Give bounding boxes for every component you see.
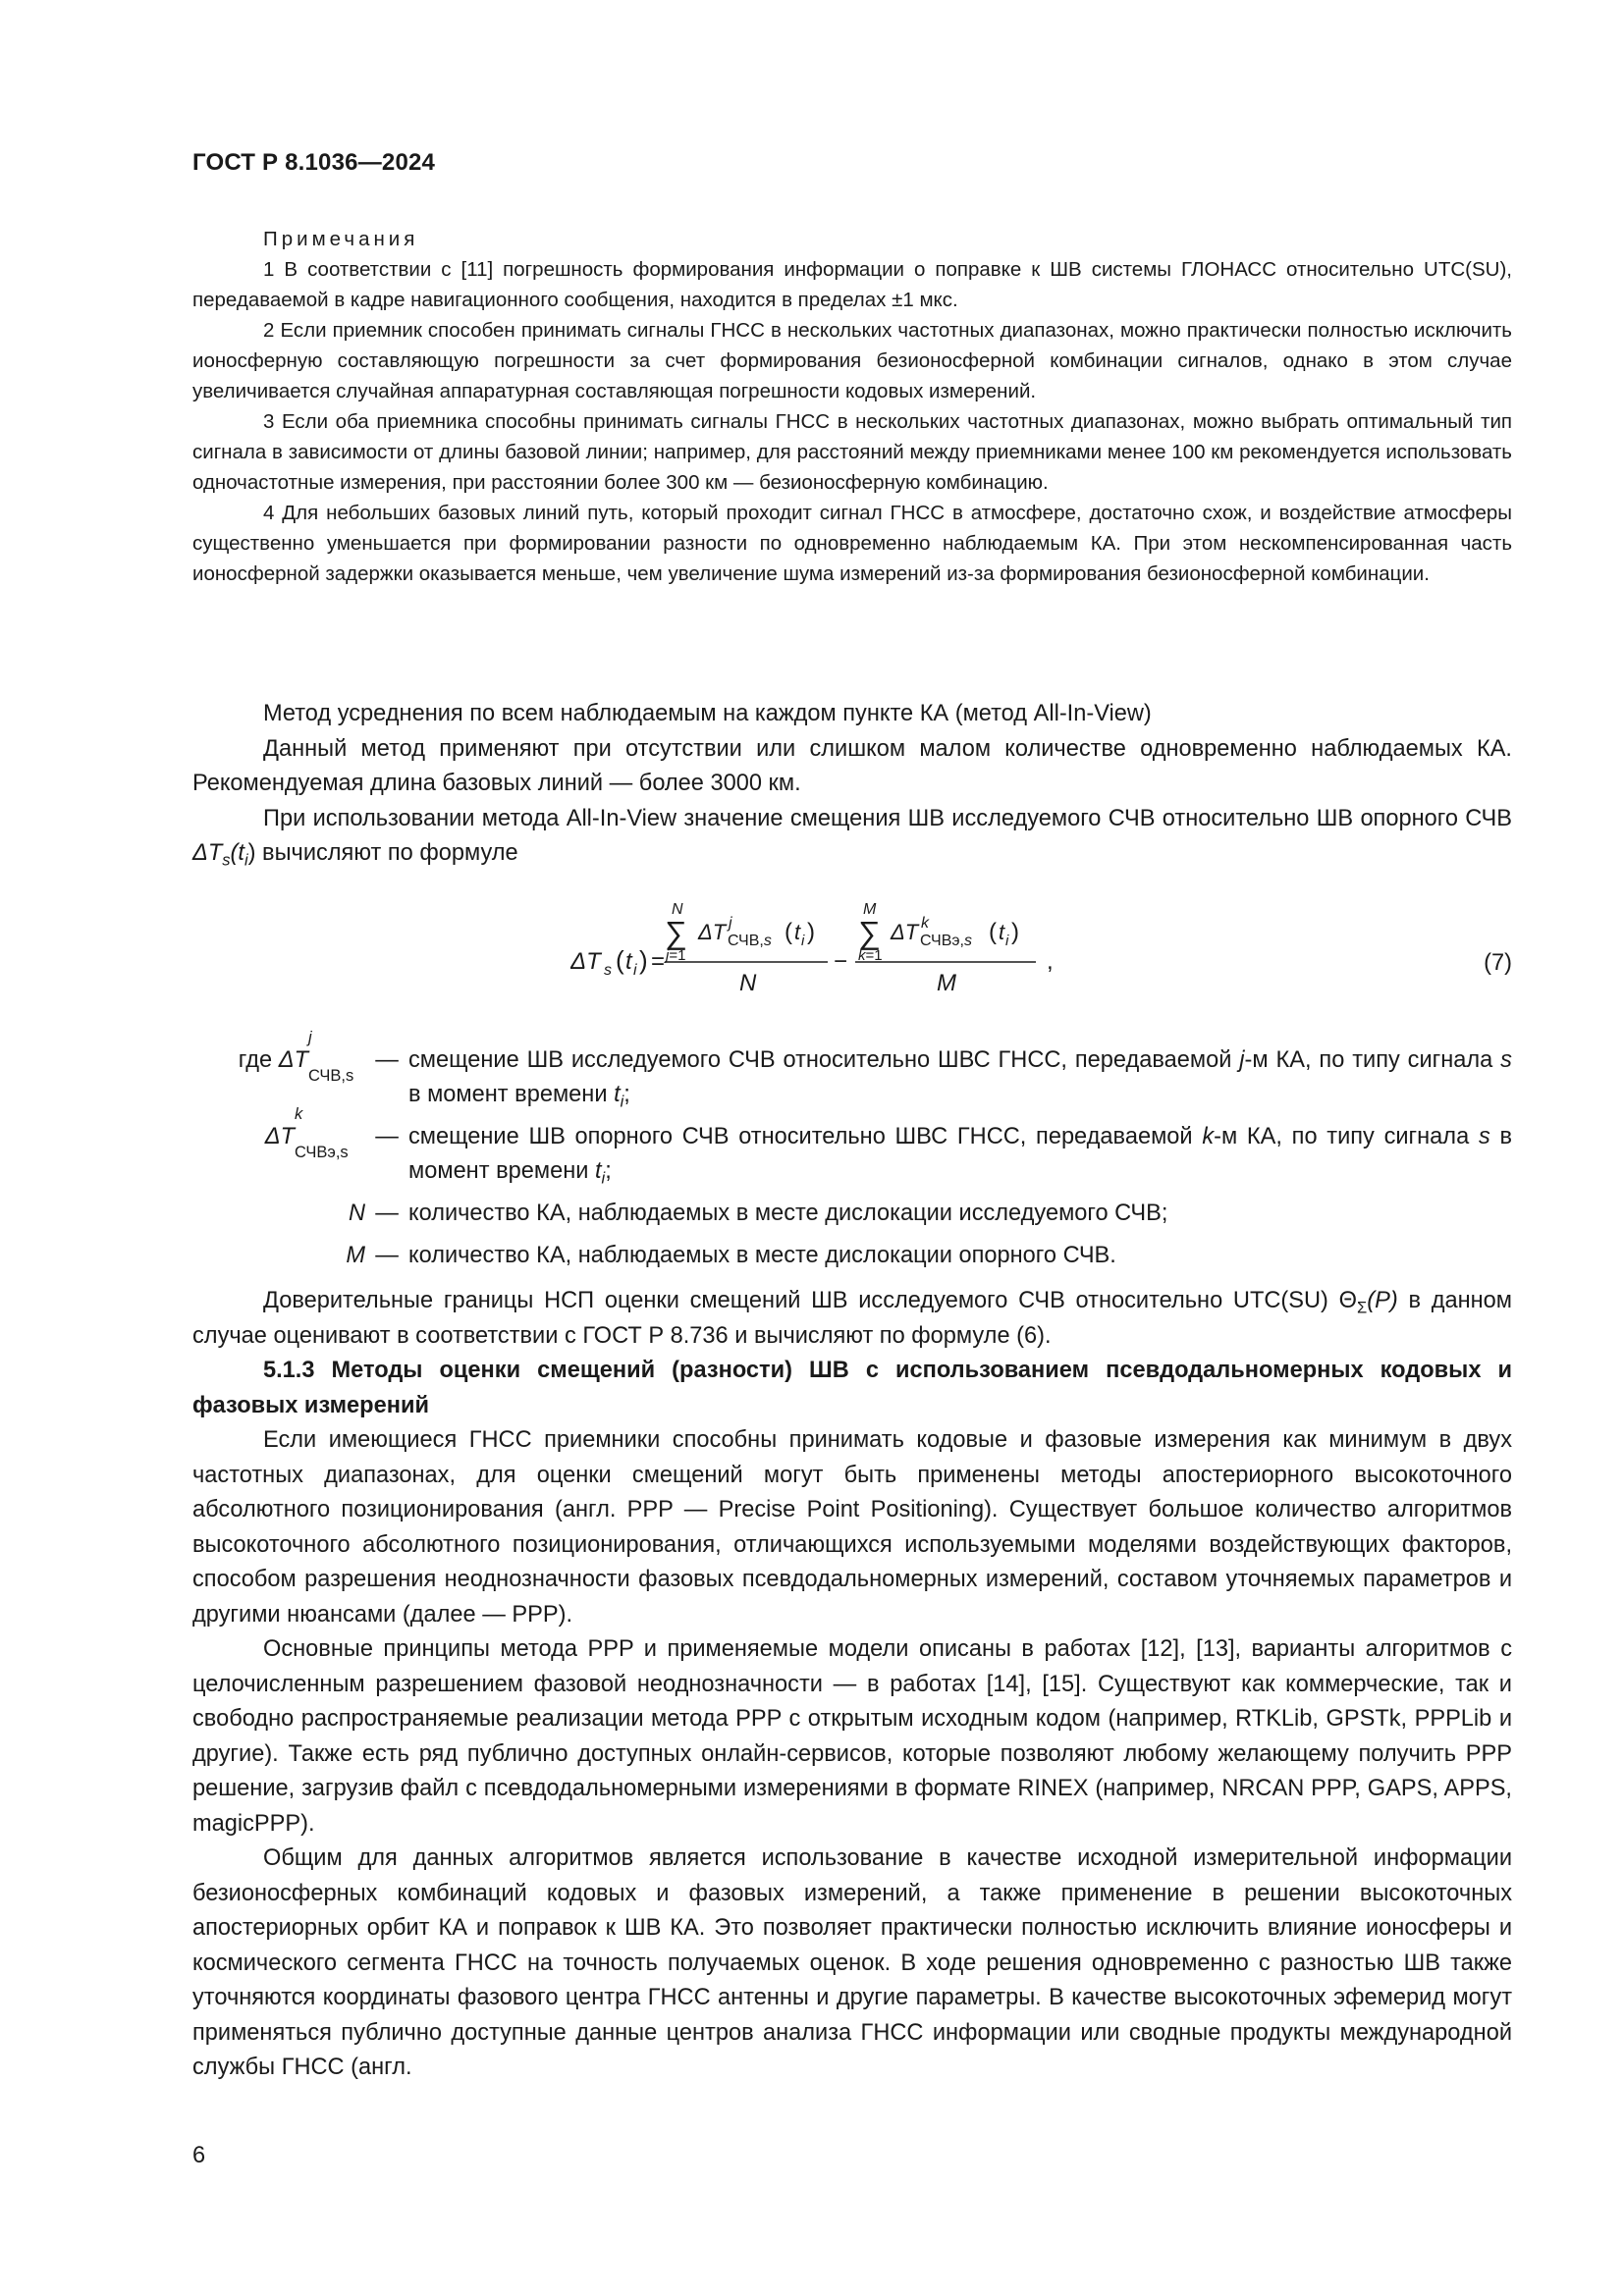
note-4: 4 Для небольших базовых линий путь, который проходит сигнал ГНСС в атмосфере, достаточно схож, и воздействие атмосферы существенно уменьшается при формировании разности по одновременно наблюдаемым КА. При этом нескомпенсированная часть ионосферной задержки оказывается меньше, чем увеличение шума измерений из-за формирования безионосферной комбинации. bbox=[192, 502, 1512, 585]
definition-symbol: N bbox=[348, 1201, 365, 1226]
svg-text:M: M bbox=[937, 970, 956, 996]
definition-symbol: где ΔT j $_{СЧВ,s}$ bbox=[238, 1028, 354, 1085]
paragraph-method-description: Данный метод применяют при отсутствии или слишком малом количестве одновременно наблюдаемых КА. Рекомендуемая длина базовых линий — более 3000 км. bbox=[192, 735, 1512, 796]
definition-text: смещение ШВ исследуемого СЧВ относительно ШВС ГНСС, передаваемой j-м КА, по типу сигнала s в момент времени $t_i$; bbox=[408, 1047, 1512, 1111]
definition-symbol: M bbox=[346, 1243, 365, 1268]
svg-text:): ) bbox=[1011, 919, 1019, 945]
svg-text:M: M bbox=[863, 901, 877, 918]
paragraph-ppp-intro: Если имеющиеся ГНСС приемники способны принимать кодовые и фазовые измерения как минимум в двух частотных диапазонах, для оценки смещений могут быть применены методы апостериорного высокоточного абсолютного позиционирования (англ. PPP — Precise Point Positioning). Существует большое количество алгоритмов высокоточного абсолютного позиционирования, отличающихся используемыми моделями воздействующих факторов, способом разрешения неоднозначности фазовых псевдодальномерных измерений, составом уточняемых параметров и другими нюансами (далее — PPP). bbox=[192, 1427, 1512, 1628]
svg-text:(: ( bbox=[616, 945, 624, 975]
formula-7 bbox=[192, 888, 1512, 1026]
svg-text:∑: ∑ bbox=[665, 915, 687, 950]
notes-title: Примечания bbox=[263, 228, 419, 250]
svg-text:ΔT: ΔT bbox=[570, 948, 601, 975]
svg-text:k=1: k=1 bbox=[858, 947, 883, 964]
svg-text:СЧВэ,s: СЧВэ,s bbox=[920, 933, 972, 949]
paragraph-ppp-principles: Основные принципы метода PPP и применяемые модели описаны в работах [12], [13], варианты алгоритмов с целочисленным разрешением фазовой неоднозначности — в работах [14], [15]. Существуют как коммерческие, так и свободно распространяемые реализации метода PPP с открытым исходным кодом (например, RTKLib, GPSTk, PPPLib и другие). Также есть ряд публично доступных онлайн-сервисов, которые позволяют любому желающему получить PPP решение, загрузив файл с псевдодальномерными измерениями в формате RINEX (например, NRCAN PPP, GAPS, APPS, magicPPP). bbox=[192, 1636, 1512, 1837]
svg-text:i: i bbox=[801, 933, 805, 949]
paragraph-method-title: Метод усреднения по всем наблюдаемым на каждом пункте КА (метод All-In-View) bbox=[263, 701, 1152, 726]
svg-text:): ) bbox=[639, 945, 648, 975]
svg-text:,: , bbox=[1047, 948, 1054, 975]
svg-text:): ) bbox=[807, 919, 815, 945]
svg-text:=: = bbox=[651, 948, 666, 975]
definition-item: где ΔT j $_{СЧВ,s}$ — смещение ШВ исследуемого СЧВ относительно ШВС ГНСС, передаваемой j-м КА, по типу сигнала s в момент времени $t_i$; bbox=[192, 1043, 1512, 1112]
svg-text:N: N bbox=[672, 901, 683, 918]
note-1: 1 В соответствии с [11] погрешность формирования информации о поправке к ШВ системы ГЛОНАСС относительно UTC(SU), передаваемой в кадре навигационного сообщения, находится в пределах ±1 мкс. bbox=[192, 258, 1512, 311]
formula-number: (7) bbox=[1484, 950, 1512, 976]
note-3: 3 Если оба приемника способны принимать сигналы ГНСС в нескольких частотных диапазонах, можно выбрать оптимальный тип сигнала в зависимости от длины базовой линии; например, для расстояний между приемниками менее 100 км рекомендуется использовать одночастотные измерения, при расстоянии более 300 км — безионосферную комбинацию. bbox=[192, 410, 1512, 494]
formula-definitions bbox=[192, 1028, 1513, 1281]
svg-text:−: − bbox=[834, 948, 848, 975]
svg-text:ΔT: ΔT bbox=[698, 920, 727, 944]
svg-text:(: ( bbox=[989, 919, 997, 945]
svg-text:t: t bbox=[999, 920, 1005, 944]
body-section-2 bbox=[192, 1284, 1512, 2086]
paragraph-formula-intro: При использовании метода All-In-View значение смещения ШВ исследуемого СЧВ относительно ШВ опорного СЧВ $\Delta T_s(t_i)$ вычисляют по формуле bbox=[192, 805, 1512, 870]
svg-text:ΔT: ΔT bbox=[891, 920, 919, 944]
svg-text:j=1: j=1 bbox=[666, 947, 686, 964]
svg-text:j: j bbox=[729, 915, 732, 932]
definition-item: N — количество КА, наблюдаемых в месте дислокации исследуемого СЧВ; bbox=[192, 1197, 1512, 1231]
definition-item: ΔT k $_{СЧВэ,s}$ — смещение ШВ опорного СЧВ относительно ШВС ГНСС, передаваемой k-м КА, по типу сигнала s в момент времени $t_i$; bbox=[192, 1120, 1512, 1189]
paragraph-algorithms-common: Общим для данных алгоритмов является использование в качестве исходной измерительной информации безионосферных комбинаций кодовых и фазовых измерений, а также применение в решении высокоточных апостериорных орбит КА и поправок к ШВ КА. Это позволяет практически полностью исключить влияние ионосферы и космического сегмента ГНСС на точность получаемых оценок. В ходе решения одновременно с разностью ШВ также уточняются координаты фазового центра ГНСС антенны и другие параметры. В качестве высокоточных эфемерид могут применяться публично доступные данные центров анализа ГНСС информации или сводные продукты международной службы ГНСС (англ. bbox=[192, 1845, 1512, 2080]
document-header: ГОСТ Р 8.1036—2024 bbox=[192, 149, 436, 176]
body-section-1 bbox=[192, 697, 1512, 872]
definition-text: количество КА, наблюдаемых в месте дислокации исследуемого СЧВ; bbox=[408, 1201, 1168, 1226]
svg-text:k: k bbox=[921, 915, 929, 932]
svg-text:СЧВ,s: СЧВ,s bbox=[728, 933, 772, 949]
page-number: 6 bbox=[192, 2143, 206, 2168]
svg-text:(: ( bbox=[785, 919, 792, 945]
formula-graphic bbox=[570, 888, 1317, 1026]
notes-block bbox=[192, 224, 1512, 589]
definition-text: количество КА, наблюдаемых в месте дислокации опорного СЧВ. bbox=[408, 1243, 1116, 1268]
paragraph-confidence-bounds: Доверительные границы НСП оценки смещений ШВ исследуемого СЧВ относительно UTC(SU) $\Theta_\Sigma(P)$ в данном случае оценивают в соответствии с ГОСТ Р 8.736 и вычисляют по формуле (6). bbox=[192, 1288, 1512, 1349]
svg-text:i: i bbox=[633, 962, 637, 979]
svg-text:∑: ∑ bbox=[858, 915, 881, 950]
definition-symbol: ΔT k $_{СЧВэ,s}$ bbox=[264, 1104, 349, 1161]
svg-text:t: t bbox=[625, 948, 632, 975]
section-heading-5-1-3: 5.1.3 Методы оценки смещений (разности) ШВ с использованием псевдодальномерных кодовых и фазовых измерений bbox=[192, 1358, 1512, 1418]
definition-text: смещение ШВ опорного СЧВ относительно ШВС ГНСС, передаваемой k-м КА, по типу сигнала s в момент времени $t_i$; bbox=[408, 1124, 1513, 1188]
note-2: 2 Если приемник способен принимать сигналы ГНСС в нескольких частотных диапазонах, можно практически полностью исключить ионосферную составляющую погрешности за счет формирования безионосферной комбинации сигналов, однако в этом случае увеличивается случайная аппаратурная составляющая погрешности кодовых измерений. bbox=[192, 319, 1512, 402]
definition-item: M — количество КА, наблюдаемых в месте дислокации опорного СЧВ. bbox=[192, 1239, 1512, 1273]
svg-text:i: i bbox=[1005, 933, 1009, 949]
svg-text:N: N bbox=[739, 970, 757, 996]
svg-text:t: t bbox=[794, 920, 801, 944]
svg-text:s: s bbox=[604, 962, 612, 979]
